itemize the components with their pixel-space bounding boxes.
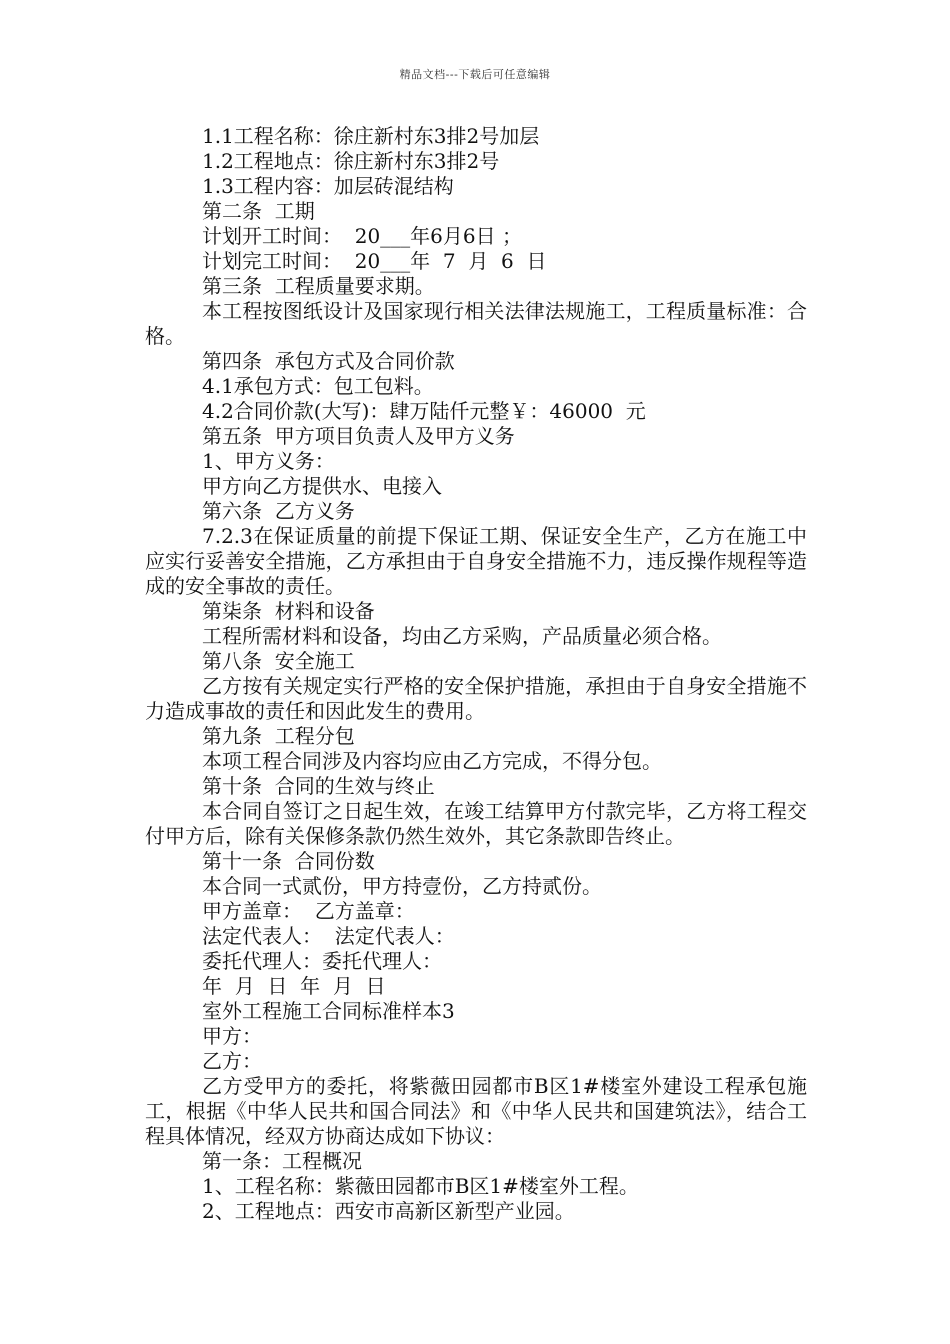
party-a-duty-line: 甲方向乙方提供水、电接入: [202, 474, 442, 498]
quality-paragraph: 本工程按图纸设计及国家现行相关法律法规施工，工程质量标准：合格。: [145, 299, 807, 348]
party-b-line: 乙方：: [202, 1049, 262, 1073]
planned-start-line: 计划开工时间： 20___年6月6日 ；: [202, 224, 522, 248]
article-7-heading: 第柒条 材料和设备: [202, 599, 375, 623]
page-header: 精品文档---下载后可任意编辑: [399, 68, 551, 81]
article-5-heading: 第五条 甲方项目负责人及甲方义务: [202, 424, 515, 448]
planned-end-line: 计划完工时间： 20___年 7 月 6 日: [202, 249, 547, 273]
copies-line: 本合同一式贰份，甲方持壹份，乙方持贰份。: [202, 874, 602, 898]
outdoor-project-name-line: 1、工程名称：紫薇田园都市B区1#楼室外工程。: [202, 1174, 639, 1198]
article-3-heading: 第三条 工程质量要求期。: [202, 274, 435, 298]
article-8-heading: 第八条 安全施工: [202, 649, 355, 673]
article-6-heading: 第六条 乙方义务: [202, 499, 355, 523]
article-1-heading: 第一条：工程概况: [202, 1149, 362, 1173]
article-11-heading: 第十一条 合同份数: [202, 849, 375, 873]
document-body: [145, 124, 807, 1224]
sample-3-title: 室外工程施工合同标准样本3: [202, 999, 455, 1023]
legal-rep-line: 法定代表人： 法定代表人：: [202, 924, 455, 948]
project-name-line: 1.1工程名称：徐庄新村东3排2号加层: [202, 124, 540, 148]
safety-paragraph: 乙方按有关规定实行严格的安全保护措施，承担由于自身安全措施不力造成事故的责任和因此发生的费用。: [145, 674, 807, 723]
party-a-duty-heading: 1、甲方义务：: [202, 449, 335, 473]
clause-723-paragraph: 7.2.3在保证质量的前提下保证工期、保证安全生产，乙方在施工中应实行妥善安全措施，乙方承担由于自身安全措施不力，违反操作规程等造成的安全事故的责任。: [145, 524, 807, 598]
materials-line: 工程所需材料和设备，均由乙方采购，产品质量必须合格。: [202, 624, 722, 648]
article-10-heading: 第十条 合同的生效与终止: [202, 774, 435, 798]
party-a-line: 甲方：: [202, 1024, 262, 1048]
outdoor-project-location-line: 2、工程地点：西安市高新区新型产业园。: [202, 1199, 575, 1223]
seal-line: 甲方盖章： 乙方盖章：: [202, 899, 415, 923]
date-line: 年 月 日 年 月 日: [202, 974, 386, 998]
project-content-line: 1.3工程内容：加层砖混结构: [202, 174, 454, 198]
contract-price-line: 4.2合同价款(大写)：肆万陆仟元整￥：46000 元: [202, 399, 646, 423]
article-2-heading: 第二条 工期: [202, 199, 315, 223]
article-4-heading: 第四条 承包方式及合同价款: [202, 349, 455, 373]
contract-method-line: 4.1承包方式：包工包料。: [202, 374, 434, 398]
subcontract-line: 本项工程合同涉及内容均应由乙方完成，不得分包。: [202, 749, 662, 773]
project-location-line: 1.2工程地点：徐庄新村东3排2号: [202, 149, 500, 173]
article-9-heading: 第九条 工程分包: [202, 724, 355, 748]
agent-line: 委托代理人：委托代理人：: [202, 949, 442, 973]
effect-paragraph: 本合同自签订之日起生效，在竣工结算甲方付款完毕，乙方将工程交付甲方后，除有关保修条款仍然生效外，其它条款即告终止。: [145, 799, 807, 848]
commission-paragraph: 乙方受甲方的委托，将紫薇田园都市B区1#楼室外建设工程承包施工，根据《中华人民共和国合同法》和《中华人民共和国建筑法》，结合工程具体情况，经双方协商达成如下协议：: [145, 1074, 807, 1148]
